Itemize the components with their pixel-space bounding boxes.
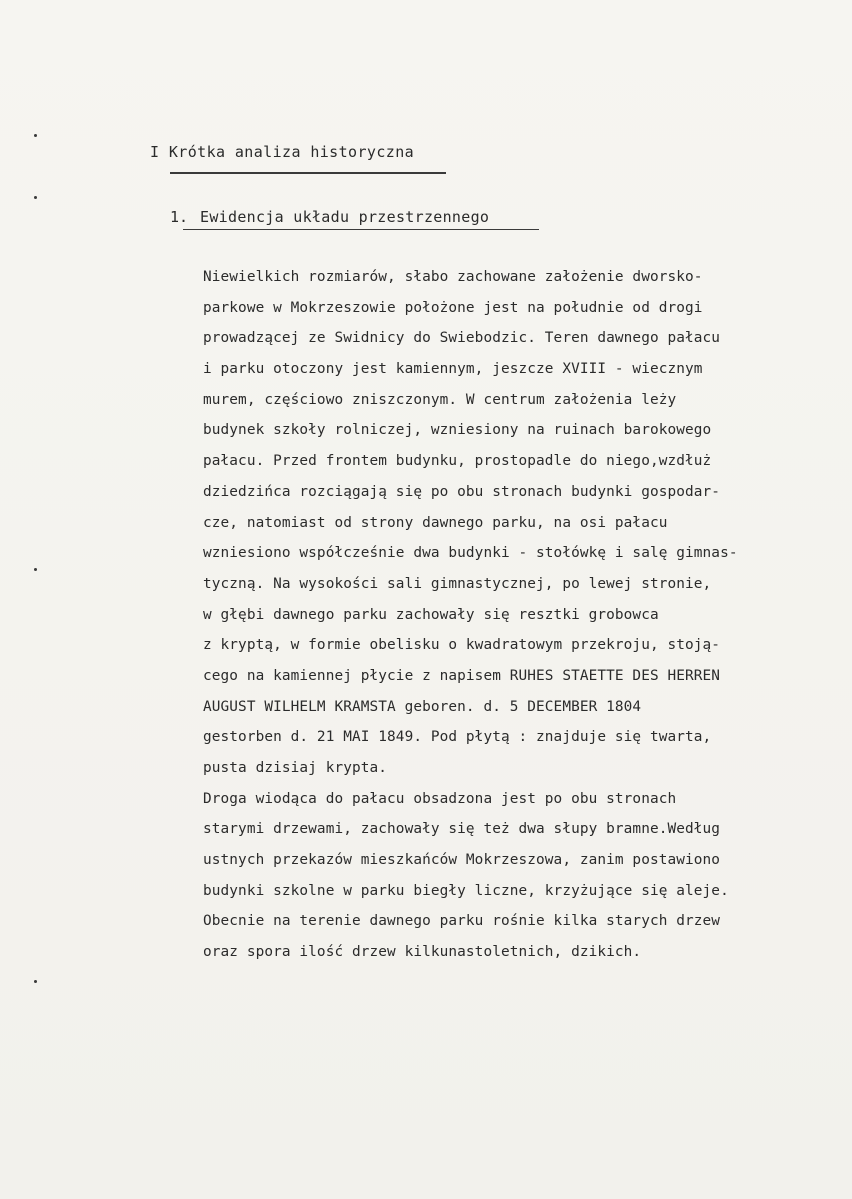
subsection-title: Ewidencja układu przestrzennego [200, 208, 490, 226]
text-line: parkowe w Mokrzeszowie położone jest na południe od drogi [203, 299, 703, 316]
text-line: oraz spora ilość drzew kilkunastoletnich, dzikich. [203, 944, 642, 961]
text-line: starymi drzewami, zachowały się też dwa słupy bramne.Według [203, 821, 721, 838]
margin-mark [34, 196, 37, 199]
text-line: budynki szkolne w parku biegły liczne, krzyżujące się aleje. [203, 882, 729, 899]
text-line: Obecnie na terenie dawnego parku rośnie kilka starych drzew [203, 913, 721, 930]
subsection-number: 1. [170, 208, 189, 226]
text-line: cego na kamiennej płycie z napisem RUHES STAETTE DES HERREN [203, 667, 721, 684]
margin-mark [34, 134, 37, 137]
text-line: pałacu. Przed frontem budynku, prostopadle do niego,wzdłuż [203, 453, 712, 470]
text-line: prowadzącej ze Swidnicy do Swiebodzic. Teren dawnego pałacu [203, 330, 721, 347]
text-line: Niewielkich rozmiarów, słabo zachowane założenie dworsko- [203, 269, 703, 285]
text-line: pusta dzisiaj krypta. [203, 760, 388, 776]
text-line: murem, częściowo zniszczonym. W centrum założenia leży [203, 391, 677, 408]
text-line: z kryptą, w formie obelisku o kwadratowym przekroju, stoją- [203, 637, 721, 654]
text-line: Droga wiodąca do pałacu obsadzona jest po obu stronach [203, 790, 677, 807]
text-line: ustnych przekazów mieszkańców Mokrzeszowa, zanim postawiono [203, 852, 721, 869]
text-line: dziedzińca rozciągają się po obu stronach budynki gospodar- [203, 483, 721, 500]
text-line: wzniesiono współcześnie dwa budynki - stołówkę i salę gimnas- [203, 545, 738, 562]
margin-mark [34, 980, 37, 983]
body-text [203, 262, 843, 968]
text-line: budynek szkoły rolniczej, wzniesiony na ruinach barokowego [203, 422, 712, 439]
text-line: w głębi dawnego parku zachowały się resztki grobowca [203, 606, 659, 623]
section-title: I Krótka analiza historyczna [150, 143, 415, 161]
text-line: cze, natomiast od strony dawnego parku, na osi pałacu [203, 514, 668, 531]
text-line: i parku otoczony jest kamiennym, jeszcze XVIII - wiecznym [203, 361, 703, 378]
section-title-underline [170, 172, 446, 174]
subsection-title-underline [183, 229, 539, 230]
margin-mark [34, 568, 37, 571]
text-line: tyczną. Na wysokości sali gimnastycznej, po lewej stronie, [203, 575, 712, 592]
text-line: AUGUST WILHELM KRAMSTA geboren. d. 5 DECEMBER 1804 [203, 698, 642, 715]
text-line: gestorben d. 21 MAI 1849. Pod płytą : znajduje się twarta, [203, 729, 712, 746]
